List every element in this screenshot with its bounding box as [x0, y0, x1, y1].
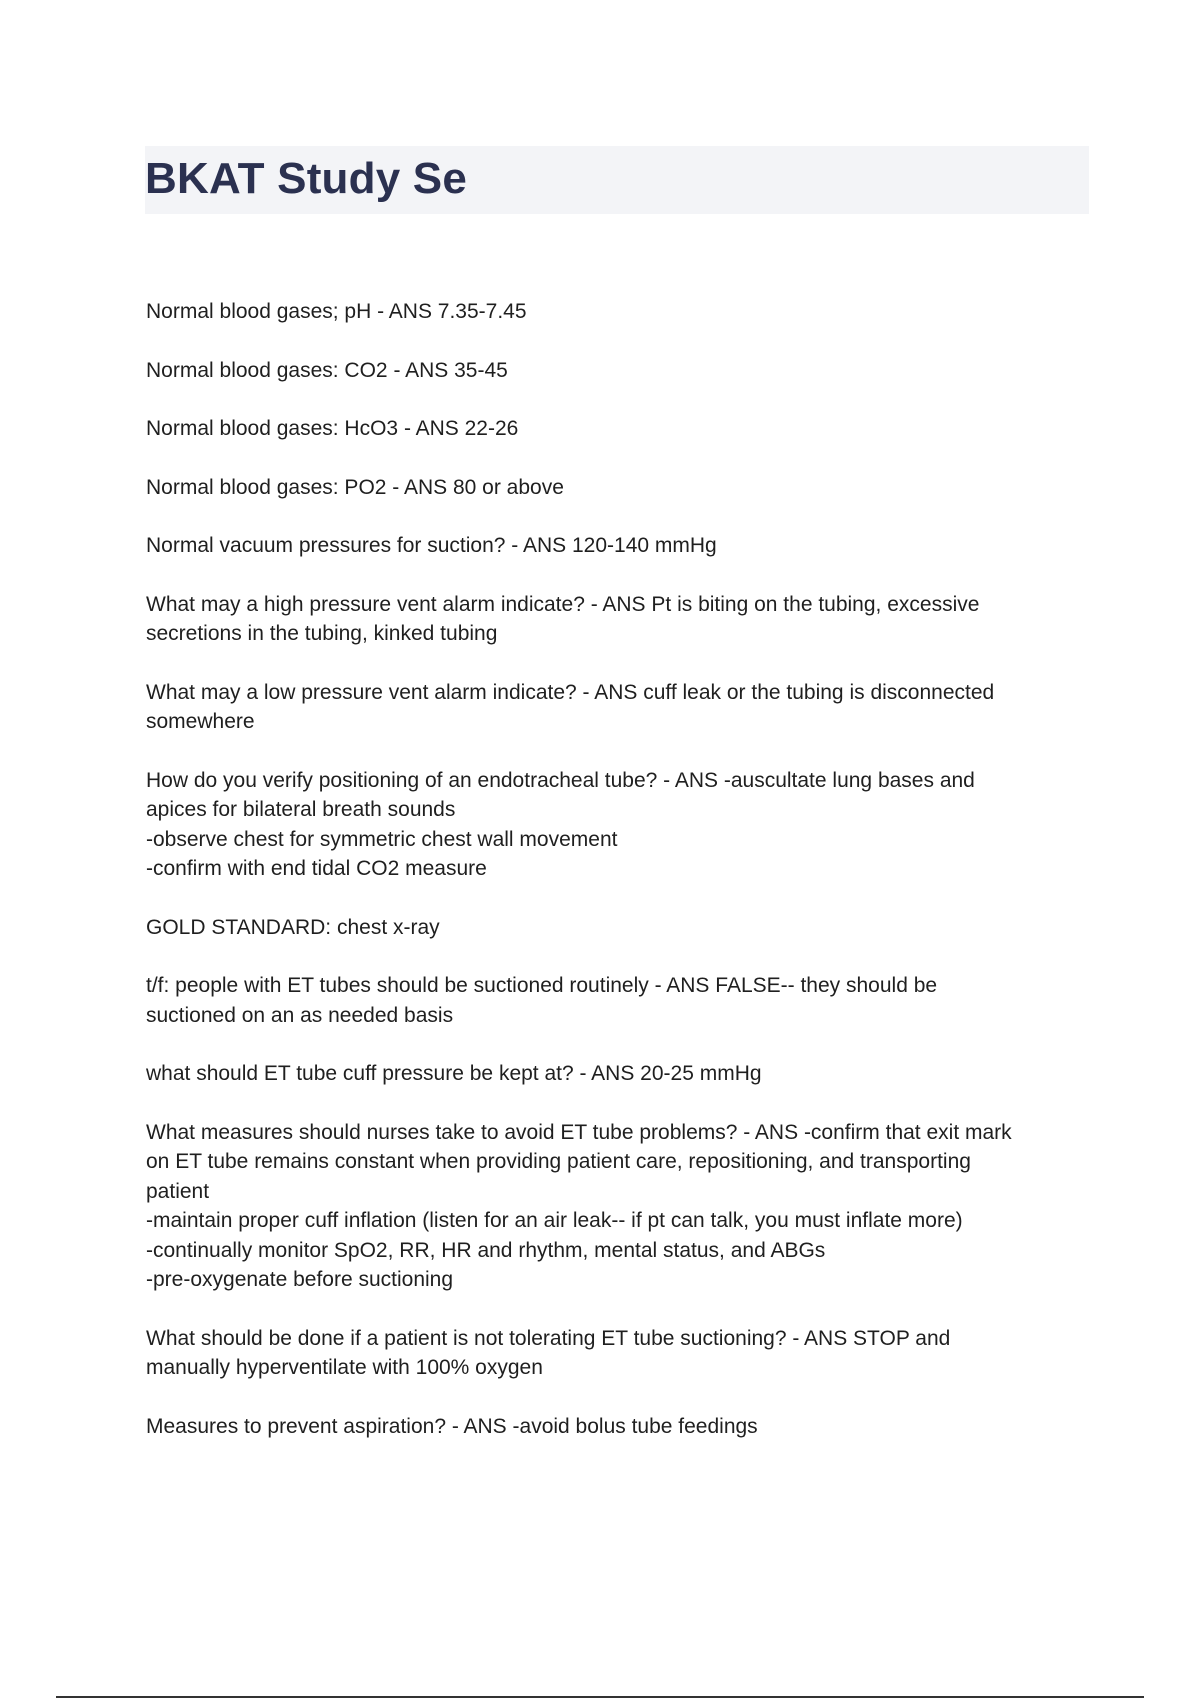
qa-line: -observe chest for symmetric chest wall movement — [146, 827, 618, 851]
qa-line: GOLD STANDARD: chest x-ray — [146, 915, 440, 939]
qa-line: suctioned on an as needed basis — [146, 1003, 454, 1027]
qa-line: manually hyperventilate with 100% oxygen — [146, 1356, 543, 1379]
document-title: BKAT Study Se — [145, 154, 468, 203]
qa-line: Normal blood gases: CO2 - ANS 35-45 — [146, 358, 508, 382]
title-banner — [145, 146, 1089, 214]
qa-entry — [146, 1324, 1086, 1383]
qa-list — [146, 297, 1086, 1470]
qa-entry — [146, 1118, 1086, 1295]
qa-entry — [146, 971, 1086, 1030]
qa-line: patient — [146, 1179, 210, 1203]
qa-line: t/f: people with ET tubes should be suctioned routinely - ANS FALSE-- they should be — [146, 974, 938, 997]
qa-entry — [146, 414, 1086, 444]
qa-line: Measures to prevent aspiration? - ANS -avoid bolus tube feedings — [146, 1414, 758, 1438]
qa-line: secretions in the tubing, kinked tubing — [146, 622, 498, 645]
qa-line: How do you verify positioning of an endotracheal tube? - ANS -auscultate lung bases and — [146, 768, 975, 792]
qa-line: what should ET tube cuff pressure be kept at? - ANS 20-25 mmHg — [146, 1062, 762, 1085]
qa-entry — [146, 590, 1086, 649]
qa-line: on ET tube remains constant when providing patient care, repositioning, and transporting — [146, 1150, 971, 1173]
qa-line: apices for bilateral breath sounds — [146, 798, 456, 821]
qa-line: -maintain proper cuff inflation (listen for an air leak-- if pt can talk, you must inflate more) — [146, 1209, 963, 1232]
qa-line: Normal blood gases: HcO3 - ANS 22-26 — [146, 417, 519, 440]
qa-line: Normal vacuum pressures for suction? - ANS 120-140 mmHg — [146, 534, 717, 557]
qa-entry — [146, 1059, 1086, 1089]
qa-entry — [146, 356, 1086, 386]
qa-line: Normal blood gases: PO2 - ANS 80 or above — [146, 475, 564, 499]
qa-entry — [146, 531, 1086, 561]
qa-entry — [146, 1412, 1086, 1442]
qa-line: What measures should nurses take to avoid ET tube problems? - ANS -confirm that exit mark — [146, 1120, 1012, 1144]
qa-entry — [146, 766, 1086, 884]
qa-line: -confirm with end tidal CO2 measure — [146, 857, 487, 880]
qa-line: somewhere — [146, 710, 255, 733]
qa-line: What may a low pressure vent alarm indicate? - ANS cuff leak or the tubing is disconnected — [146, 680, 995, 704]
qa-line: What should be done if a patient is not tolerating ET tube suctioning? - ANS STOP and — [146, 1326, 951, 1350]
qa-entry — [146, 473, 1086, 503]
qa-line: What may a high pressure vent alarm indicate? - ANS Pt is biting on the tubing, excessive — [146, 592, 980, 616]
qa-entry — [146, 678, 1086, 737]
qa-line: -continually monitor SpO2, RR, HR and rhythm, mental status, and ABGs — [146, 1238, 826, 1262]
qa-entry — [146, 913, 1086, 943]
qa-entry — [146, 297, 1086, 327]
qa-line: -pre-oxygenate before suctioning — [146, 1268, 454, 1291]
qa-line: Normal blood gases; pH - ANS 7.35-7.45 — [146, 300, 527, 323]
page-divider — [56, 1696, 1144, 1698]
